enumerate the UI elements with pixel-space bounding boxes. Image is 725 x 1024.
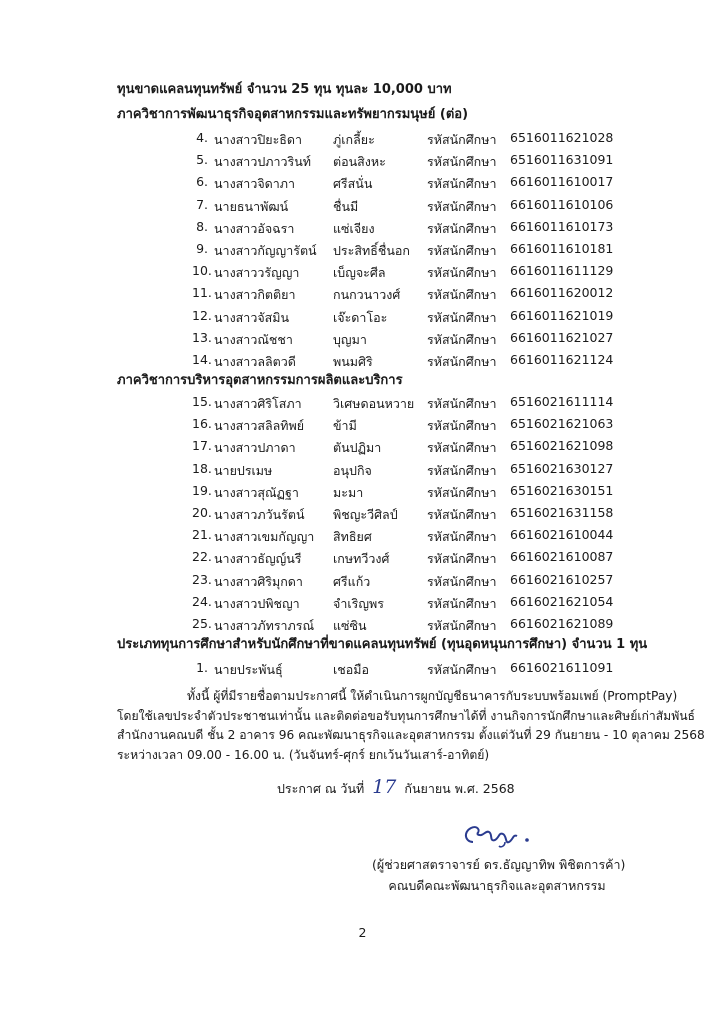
row-number: 4.: [196, 130, 208, 145]
row-number: 17.: [192, 438, 212, 454]
row-number: 21.: [192, 527, 212, 543]
student-last-name: จำเริญพร: [333, 595, 384, 611]
row-number: 7.: [196, 196, 208, 212]
student-last-name: พนมศิริ: [333, 353, 373, 369]
student-last-name: ชื่นมี: [333, 198, 359, 214]
student-id-label: รหัสนักศึกษา: [427, 418, 497, 434]
student-row: [0, 503, 725, 525]
student-row: [0, 592, 725, 614]
student-last-name: มะมา: [333, 484, 364, 500]
student-id: 6616011611129: [510, 263, 614, 279]
student-first-name: นางสาวจิดาภา: [214, 176, 296, 192]
row-number: 15.: [192, 394, 212, 409]
row-number: 13.: [192, 329, 212, 345]
student-id-label: รหัสนักศึกษา: [427, 506, 497, 522]
student-last-name: ข้ามี: [333, 418, 357, 434]
student-last-name: พิชญะวีศิลป์: [333, 506, 398, 522]
notice-line: ระหว่างเวลา 09.00 - 16.00 น. (วันจันทร์-ศุกร์ ยกเว้นวันเสาร์-อาทิตย์): [117, 747, 490, 762]
student-id: 6516011621028: [510, 130, 614, 145]
student-row: [0, 414, 725, 436]
row-number: 22.: [192, 549, 212, 565]
student-last-name: ศรีสนั่น: [333, 176, 373, 192]
notice-paragraph: [117, 687, 705, 765]
student-id-label: รหัสนักศึกษา: [427, 220, 497, 236]
student-first-name: นางสาวปพิชญา: [214, 595, 300, 611]
student-row: [0, 150, 725, 172]
student-id: 6616021611091: [510, 660, 614, 675]
student-first-name: นางสาวปิยะธิดา: [214, 132, 303, 147]
student-id: 6516021621063: [510, 416, 614, 432]
student-first-name: นางสาวลลิตวดี: [214, 353, 296, 369]
student-row: [0, 547, 725, 569]
student-first-name: นางสาวกัญญารัตน์: [214, 242, 317, 258]
student-first-name: นางสาวจัสมิน: [214, 309, 290, 325]
student-list-1: [0, 128, 725, 372]
student-last-name: อนุปกิจ: [333, 462, 372, 478]
signer-title: คณบดีคณะพัฒนาธุรกิจและอุตสาหกรรม: [388, 878, 606, 893]
student-first-name: นางสาวอัจฉรา: [214, 220, 295, 236]
student-id: 6616011610106: [510, 196, 614, 212]
student-id-label: รหัสนักศึกษา: [427, 198, 497, 214]
student-id-label: รหัสนักศึกษา: [427, 132, 497, 147]
student-first-name: นางสาวปภาดา: [214, 440, 296, 456]
student-first-name: นางสาวเขมกัญญา: [214, 529, 315, 545]
student-first-name: นางสาวสลิลทิพย์: [214, 418, 305, 434]
student-id-label: รหัสนักศึกษา: [427, 242, 497, 258]
student-id: 6616021621089: [510, 615, 614, 631]
row-number: 1.: [196, 660, 208, 675]
signature-icon: [455, 820, 545, 850]
student-row: [0, 570, 725, 592]
student-row: [0, 436, 725, 458]
student-id-label: รหัสนักศึกษา: [427, 154, 497, 170]
student-id-label: รหัสนักศึกษา: [427, 595, 497, 611]
student-id: 6516021611114: [510, 394, 614, 409]
student-id-label: รหัสนักศึกษา: [427, 551, 497, 567]
row-number: 6.: [196, 174, 208, 190]
student-row: [0, 239, 725, 261]
student-last-name: ภู่เกลี้ยะ: [333, 132, 375, 147]
row-number: 23.: [192, 571, 212, 587]
row-number: 12.: [192, 307, 212, 323]
row-number: 10.: [192, 263, 212, 279]
student-first-name: นายธนาพัฒน์: [214, 198, 289, 214]
notice-line: โดยใช้เลขประจำตัวประชาชนเท่านั้น และติดต่อขอรับทุนการศึกษาได้ที่ งานกิจการนักศึกษาและศิษย์เก่าสัมพันธ์: [117, 708, 695, 723]
student-last-name: แซ่ซิน: [333, 617, 367, 633]
student-id-label: รหัสนักศึกษา: [427, 265, 497, 281]
student-first-name: นางสาวศิริมุกดา: [214, 573, 303, 589]
student-row: [0, 283, 725, 305]
student-id-label: รหัสนักศึกษา: [427, 484, 497, 500]
student-id-label: รหัสนักศึกษา: [427, 617, 497, 633]
department-heading-1: ภาควิชาการพัฒนาธุรกิจอุตสาหกรรมและทรัพยากรมนุษย์ (ต่อ): [117, 107, 469, 122]
student-id-label: รหัสนักศึกษา: [427, 331, 497, 347]
student-last-name: เชอมือ: [333, 662, 370, 677]
student-row: [0, 128, 725, 150]
signer-name: (ผู้ช่วยศาสตราจารย์ ดร.ธัญญาทิพ พิชิตการค้า): [372, 857, 626, 872]
student-last-name: เกษทวีวงศ์: [333, 551, 390, 567]
row-number: 9.: [196, 240, 208, 256]
student-first-name: นางสาววรัญญา: [214, 265, 300, 281]
student-id: 6616021621054: [510, 593, 614, 609]
student-last-name: สิทธิยศ: [333, 529, 372, 545]
student-row: [0, 306, 725, 328]
student-row: [0, 459, 725, 481]
student-row: [0, 328, 725, 350]
student-id: 6616011620012: [510, 285, 614, 301]
student-row: [0, 392, 725, 414]
row-number: 14.: [192, 351, 212, 367]
student-id: 6616011621019: [510, 307, 614, 323]
student-id: 6616021610087: [510, 549, 614, 565]
announcement-date: [277, 776, 515, 799]
student-first-name: นางสาวภัทราภรณ์: [214, 617, 315, 633]
scholarship-heading: ทุนขาดแคลนทุนทรัพย์ จำนวน 25 ทุน ทุนละ 10,000 บาท: [117, 82, 452, 97]
announce-suffix: กันยายน พ.ศ. 2568: [404, 781, 515, 796]
student-id: 6616021610257: [510, 571, 614, 587]
student-id: 6516021621098: [510, 438, 614, 454]
student-last-name: บุญมา: [333, 331, 367, 347]
student-last-name: เจ๊ะดาโอะ: [333, 309, 388, 325]
student-last-name: ศรีแก้ว: [333, 573, 371, 589]
subsidy-heading: ประเภททุนการศึกษาสำหรับนักศึกษาที่ขาดแคลนทุนทรัพย์ (ทุนอุดหนุนการศึกษา) จำนวน 1 ทุน: [117, 637, 648, 652]
notice-line: สำนักงานคณบดี ชั้น 2 อาคาร 96 คณะพัฒนาธุรกิจและอุตสาหกรรม ตั้งแต่วันที่ 29 กันยายน - 10 ตุลาคม 2568: [117, 728, 705, 743]
student-last-name: กนกวนาวงศ์: [333, 287, 401, 303]
student-id-label: รหัสนักศึกษา: [427, 529, 497, 545]
student-first-name: นางสาวปภาวรินท์: [214, 154, 312, 170]
row-number: 8.: [196, 218, 208, 234]
student-first-name: นางสาวศิริโสภา: [214, 396, 302, 411]
row-number: 5.: [196, 152, 208, 168]
student-id: 6616011610173: [510, 218, 614, 234]
student-id: 6616011621027: [510, 329, 614, 345]
student-id-label: รหัสนักศึกษา: [427, 573, 497, 589]
student-first-name: นางสาวณัชชา: [214, 331, 293, 347]
row-number: 20.: [192, 504, 212, 520]
student-list-3: [0, 658, 725, 680]
student-id-label: รหัสนักศึกษา: [427, 309, 497, 325]
student-id-label: รหัสนักศึกษา: [427, 440, 497, 456]
page-number: 2: [358, 925, 367, 940]
row-number: 19.: [192, 482, 212, 498]
student-id: 6616011621124: [510, 351, 614, 367]
student-id-label: รหัสนักศึกษา: [427, 287, 497, 303]
student-last-name: ประสิทธิ์ชื่นอก: [333, 242, 410, 258]
announce-prefix: ประกาศ ณ วันที่: [277, 781, 365, 796]
row-number: 25.: [192, 615, 212, 631]
student-first-name: นางสาวธัญญ์นรี: [214, 551, 302, 567]
student-id-label: รหัสนักศึกษา: [427, 353, 497, 369]
student-id: 6516021630127: [510, 460, 614, 476]
handwritten-day: 17: [372, 776, 397, 798]
student-last-name: แซ่เจียง: [333, 220, 375, 236]
row-number: 24.: [192, 593, 212, 609]
student-row: [0, 217, 725, 239]
student-list-2: [0, 392, 725, 636]
student-first-name: นายประพันธุ์: [214, 662, 283, 677]
student-row: [0, 261, 725, 283]
student-last-name: ต่อนสิงหะ: [333, 154, 386, 170]
student-id-label: รหัสนักศึกษา: [427, 396, 497, 411]
student-row: [0, 195, 725, 217]
student-first-name: นางสาวสุณัฏฐา: [214, 484, 299, 500]
student-last-name: เบ็ญจะศีล: [333, 265, 386, 281]
notice-line: ทั้งนี้ ผู้ที่มีรายชื่อตามประกาศนี้ ให้ดำเนินการผูกบัญชีธนาคารกับระบบพร้อมเพย์ (PromptPay): [187, 689, 678, 703]
student-row: [0, 172, 725, 194]
student-row: [0, 481, 725, 503]
student-id-label: รหัสนักศึกษา: [427, 462, 497, 478]
student-id: 6616021610044: [510, 527, 614, 543]
student-id: 6516011631091: [510, 152, 614, 168]
student-row: [0, 658, 725, 680]
student-last-name: วิเศษดอนหวาย: [333, 396, 415, 411]
department-heading-2: ภาควิชาการบริหารอุตสาหกรรมการผลิตและบริการ: [117, 373, 403, 388]
student-id: 6616011610017: [510, 174, 614, 190]
student-id: 6516021630151: [510, 482, 614, 498]
student-first-name: นายปรเมษ: [214, 462, 273, 478]
student-id-label: รหัสนักศึกษา: [427, 176, 497, 192]
row-number: 11.: [192, 285, 212, 301]
student-first-name: นางสาวกิตติยา: [214, 287, 296, 303]
student-row: [0, 525, 725, 547]
student-id-label: รหัสนักศึกษา: [427, 662, 497, 677]
student-id: 6616011610181: [510, 240, 614, 256]
row-number: 18.: [192, 460, 212, 476]
row-number: 16.: [192, 416, 212, 432]
student-id: 6516021631158: [510, 504, 614, 520]
student-first-name: นางสาวภวันรัตน์: [214, 506, 305, 522]
student-last-name: ตันปฏิมา: [333, 440, 382, 456]
